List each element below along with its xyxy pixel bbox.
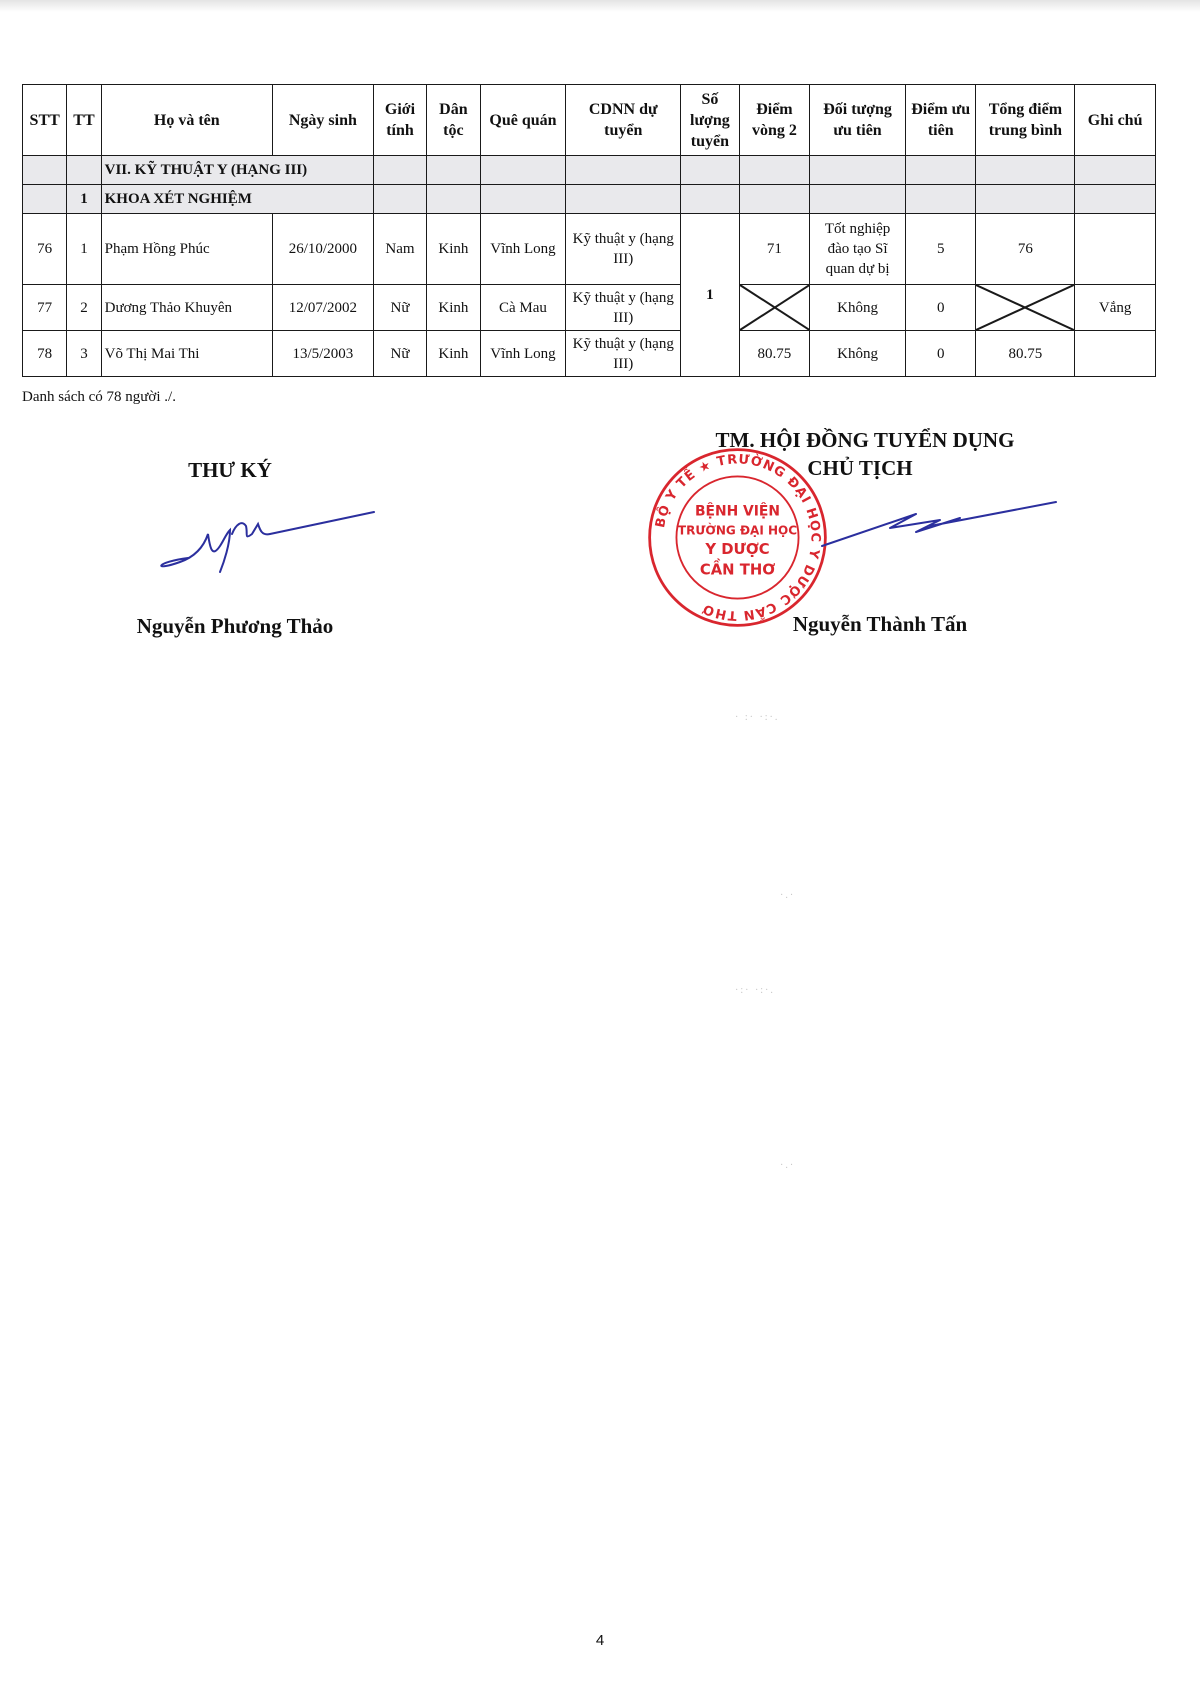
scan-speck: ·.· [780, 1160, 796, 1171]
cell-dob: 26/10/2000 [272, 214, 373, 285]
cell-position: Kỹ thuật y (hạng III) [566, 331, 681, 377]
cross-out-mark [976, 285, 1074, 330]
cell-priority-score: 0 [905, 285, 976, 331]
seal-line-3: Y DƯỢC [705, 541, 770, 559]
section-row [23, 156, 1156, 185]
header-ethnicity: Dân tộc [427, 85, 480, 156]
cell-priority-score: 0 [905, 331, 976, 377]
cell-total-score: 76 [976, 214, 1075, 285]
cell-name: Võ Thị Mai Thi [101, 331, 272, 377]
cell-gender: Nam [373, 214, 426, 285]
header-position: CDNN dự tuyển [566, 85, 681, 156]
header-gender: Giới tính [373, 85, 426, 156]
cell-priority-score: 5 [905, 214, 976, 285]
cell-position: Kỹ thuật y (hạng III) [566, 285, 681, 331]
seal-line-1: BỆNH VIỆN [694, 503, 781, 520]
page-number: 4 [595, 1632, 605, 1649]
cell-ethnicity: Kinh [427, 285, 480, 331]
cell-dob: 13/5/2003 [272, 331, 373, 377]
header-stt: STT [23, 85, 67, 156]
cell-total-score-crossed [976, 285, 1075, 331]
cross-out-mark [740, 285, 810, 330]
department-name: KHOA XÉT NGHIỆM [101, 185, 373, 214]
cell-quota: 1 [681, 214, 739, 377]
cell-score-round2-crossed [739, 285, 810, 331]
cell-priority-group: Tốt nghiệp đào tạo Sĩ quan dự bị [810, 214, 906, 285]
cell-priority-group: Không [810, 285, 906, 331]
header-score-round2: Điểm vòng 2 [739, 85, 810, 156]
header-tt: TT [67, 85, 101, 156]
cell-stt: 77 [23, 285, 67, 331]
seal-outer-text: BỘ Y TẾ ★ TRƯỜNG ĐẠI HỌC Y DƯỢC CẦN THƠ [653, 452, 823, 623]
committee-org: TM. HỘI ĐỒNG TUYỂN DỤNG [715, 428, 1015, 452]
section-empty-cell [67, 156, 101, 185]
header-quota: Số lượng tuyển [681, 85, 739, 156]
cell-total-score: 80.75 [976, 331, 1075, 377]
seal-line-4: CẦN THƠ [699, 561, 776, 579]
cell-gender: Nữ [373, 285, 426, 331]
secretary-title: THƯ KÝ [188, 458, 272, 482]
cell-position: Kỹ thuật y (hạng III) [566, 214, 681, 285]
cell-notes [1075, 214, 1156, 285]
department-number: 1 [67, 185, 101, 214]
secretary-signature [150, 500, 380, 580]
chairman-name: Nguyễn Thành Tấn [792, 612, 968, 636]
cell-hometown: Cà Mau [480, 285, 566, 331]
cell-score-round2: 71 [739, 214, 810, 285]
table-header-row [23, 85, 1156, 156]
cell-name: Phạm Hồng Phúc [101, 214, 272, 285]
header-name: Họ và tên [101, 85, 272, 156]
cell-stt: 78 [23, 331, 67, 377]
cell-dob: 12/07/2002 [272, 285, 373, 331]
cell-tt: 2 [67, 285, 101, 331]
table-row [23, 285, 1156, 331]
cell-tt: 3 [67, 331, 101, 377]
cell-tt: 1 [67, 214, 101, 285]
header-notes: Ghi chú [1075, 85, 1156, 156]
scan-top-shadow [0, 0, 1200, 12]
scan-speck: ·:· ·:·. [735, 985, 775, 996]
chairman-signature [820, 500, 1060, 560]
scan-speck: · :· ·:·. [735, 712, 780, 723]
cell-hometown: Vĩnh Long [480, 214, 566, 285]
results-table [22, 84, 1156, 377]
table-row [23, 331, 1156, 377]
header-dob: Ngày sinh [272, 85, 373, 156]
cell-notes: Vắng [1075, 285, 1156, 331]
department-empty-cell [23, 185, 67, 214]
list-count-note: Danh sách có 78 người ./. [22, 389, 176, 405]
header-total-score: Tổng điểm trung bình [976, 85, 1075, 156]
cell-priority-group: Không [810, 331, 906, 377]
cell-ethnicity: Kinh [427, 214, 480, 285]
scan-speck: ·.· [780, 890, 796, 901]
chairman-title: CHỦ TỊCH [807, 456, 913, 480]
header-priority-score: Điểm ưu tiên [905, 85, 976, 156]
cell-stt: 76 [23, 214, 67, 285]
section-title: VII. KỸ THUẬT Y (HẠNG III) [101, 156, 373, 185]
header-priority-group: Đối tượng ưu tiên [810, 85, 906, 156]
cell-name: Dương Thảo Khuyên [101, 285, 272, 331]
cell-ethnicity: Kinh [427, 331, 480, 377]
department-row [23, 185, 1156, 214]
secretary-name: Nguyễn Phương Thảo [136, 614, 334, 638]
table-row [23, 214, 1156, 285]
cell-gender: Nữ [373, 331, 426, 377]
cell-notes [1075, 331, 1156, 377]
section-empty-cell [23, 156, 67, 185]
cell-hometown: Vĩnh Long [480, 331, 566, 377]
cell-score-round2: 80.75 [739, 331, 810, 377]
seal-line-2: TRƯỜNG ĐẠI HỌC [677, 523, 798, 538]
header-hometown: Quê quán [480, 85, 566, 156]
